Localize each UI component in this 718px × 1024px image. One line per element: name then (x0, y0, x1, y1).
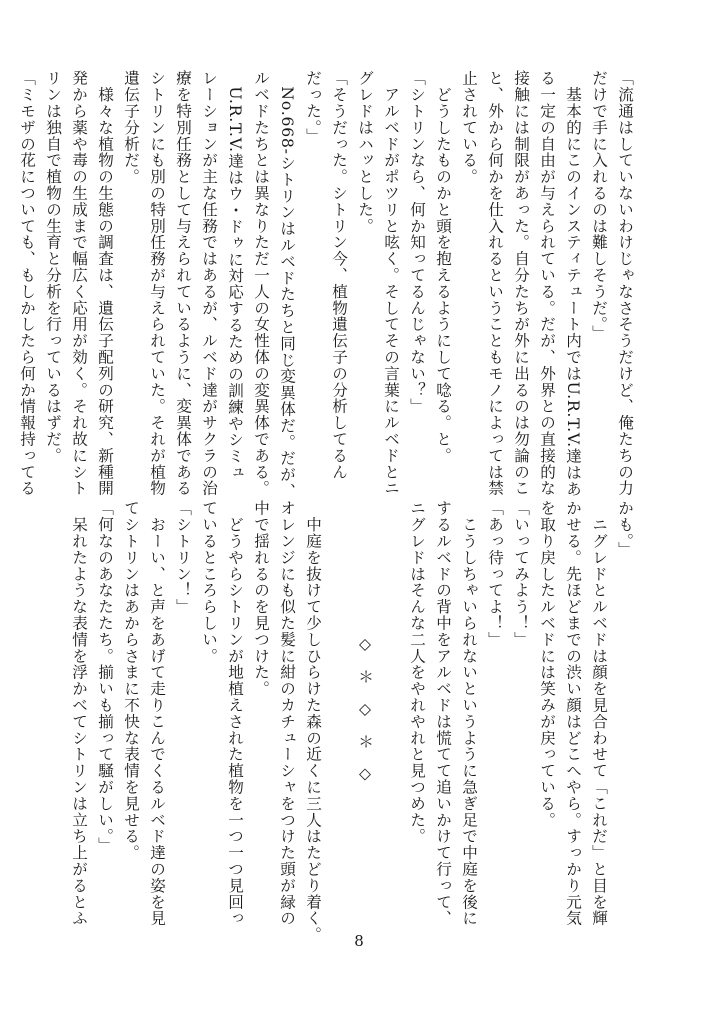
text-line: 様々な植物の生態の調査は、遺伝子配列の研究、新種開 (96, 70, 114, 497)
text-line: ニグレドとルベドは顔を見合わせて「これだ」と目を輝 (590, 500, 608, 927)
text-line: 中で揺れるのを見つけた。 (252, 500, 270, 697)
text-line: る一定の自由が与えられている。だが、外界との直接的な (538, 70, 556, 497)
text-line: ているところらしい。 (200, 500, 218, 664)
text-line: 「何なのあなたたち。揃いも揃って騒がしい。」 (96, 500, 114, 853)
text-line: グレドはハッとした。 (356, 70, 374, 234)
text-line: 止されている。 (460, 70, 478, 185)
text-line: どうやらシトリンが地植えされた植物を一つ一つ見回っ (226, 500, 244, 927)
text-line: 「流通はしていないわけじゃなさそうだけど、俺たちの力 (616, 70, 634, 497)
scene-separator: ◇ ＊ ◇ ＊ ◇ (356, 635, 374, 783)
text-line: No.668-シトリンはルベドたちと同じ変異体だ。だが、 (278, 70, 296, 500)
text-column-bottom (58, 500, 638, 943)
text-line: どうしたものかと頭を抱えるようにして唸る。と。 (434, 70, 452, 464)
text-line: ニグレドはそんな二人をやれやれと見つめた。 (408, 500, 426, 845)
text-line: 「シトリンなら、何か知ってるんじゃない？」 (408, 70, 426, 415)
text-line: 中庭を抜けて少しひらけた森の近くに三人はたどり着く。 (304, 500, 322, 943)
text-line: おーい、と声をあげて走りこんでくるルベド達の姿を見 (148, 500, 166, 927)
text-line: 療を特別任務として与えられているように、変異体である (174, 70, 192, 497)
text-line: ルベドたちとは異なりただ一人の女性体の変異体である。 (252, 70, 270, 497)
text-line: を取り戻したルベドには笑みが戻っている。 (538, 500, 556, 828)
text-line: レーションが主な任務ではあるが、ルベド達がサクラの治 (200, 70, 218, 497)
text-column-top (18, 70, 638, 500)
text-line: かせる。先ほどまでの渋い顔はどこへやら。すっかり元気 (564, 500, 582, 927)
text-line: だった。」 (304, 70, 322, 145)
text-line: 呆れたような表情を浮かべてシトリンは立ち上がるとふ (70, 500, 88, 927)
text-line: リンは独自で植物の生育と分析を行っているはずだ。 (44, 70, 62, 464)
text-line (378, 500, 404, 918)
text-line: と、外から何かを仕入れるということもモノによっては禁 (486, 70, 504, 497)
text-line: オレンジにも似た髪に紺のカチューシャをつけた頭が緑の (278, 500, 296, 927)
text-line: 「ミモザの花についても、もしかしたら何か情報持ってる (18, 70, 36, 497)
text-line: 「いってみよう！」 (512, 500, 530, 648)
text-line: 「あっ待ってよ！」 (486, 500, 504, 648)
text-line: 「そうだった。シトリン今、植物遺伝子の分析してるん (330, 70, 348, 480)
text-line: こうしちゃいられないというように急ぎ足で中庭を後に (460, 500, 478, 927)
text-line: 「シトリン！」 (174, 500, 192, 615)
text-line: 発から薬や毒の生成まで幅広く応用が効く。それ故にシト (70, 70, 88, 497)
text-line: アルベドがポツリと呟く。そしてその言葉にルベドとニ (382, 70, 400, 497)
text-line: 遺伝子分析だ。 (122, 70, 140, 185)
text-line: シトリンにも別の特別任務が与えられていた。それが植物 (148, 70, 166, 497)
text-line: 基本的にこのインスティテュート内ではU.R.T.V.達はあ (564, 70, 582, 498)
page-number: 8 (354, 932, 364, 950)
text-line (326, 500, 352, 918)
text-line: かも。」 (616, 500, 634, 558)
text-line: するルベドの背中をアルベドは慌てて追いかけて行って、 (434, 500, 452, 927)
text-line: U.R.T.V.達はウ・ドゥに対応するための訓練やシミュ (226, 70, 244, 481)
text-line: てシトリンはあからさまに不快な表情を見せる。 (122, 500, 140, 861)
text-line: だけで手に入れるのは難しそうだ。」 (590, 70, 608, 341)
text-line: 接触には制限があった。自分たちが外に出るのは勿論のこ (512, 70, 530, 497)
